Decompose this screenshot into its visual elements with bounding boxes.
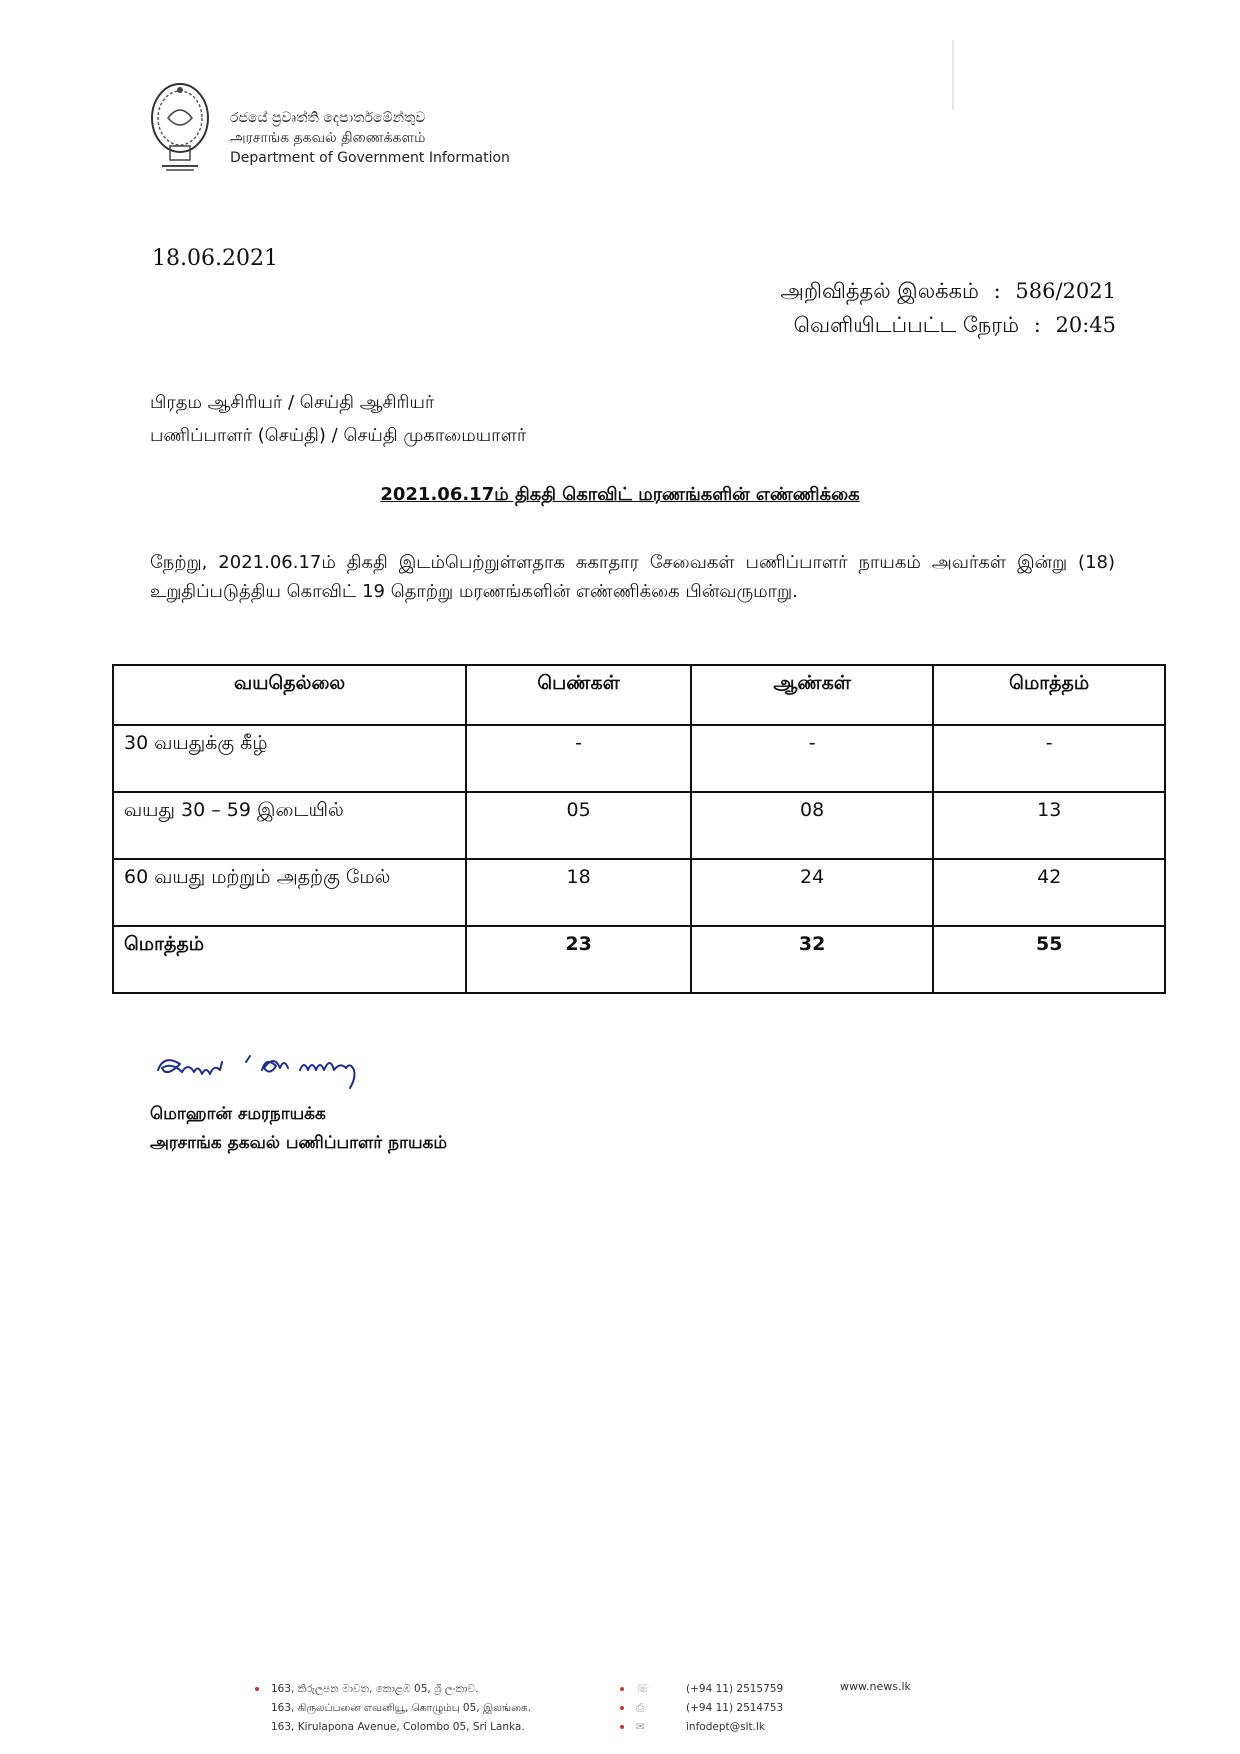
bullet-icon	[620, 1687, 624, 1691]
scan-edge-mark	[952, 40, 954, 110]
signer-title: அரசாங்க தகவல் பணிப்பாளர் நாயகம்	[150, 1133, 448, 1153]
document-title: 2021.06.17ம் திகதி கொவிட் மரணங்களின் எண்ணிக்கை	[380, 484, 860, 505]
footer-address	[255, 1680, 531, 1737]
release-time-label: வெளியிடப்பட்ட நேரம்	[793, 313, 1020, 337]
release-number-label: அறிவித்தல் இலக்கம்	[780, 279, 979, 303]
footer-address-line	[255, 1680, 531, 1699]
header-female: பெண்கள்	[466, 665, 691, 725]
phone-icon: ☏	[636, 1683, 650, 1695]
total-count-cell: -	[933, 725, 1165, 792]
total-label-cell: மொத்தம்	[113, 926, 466, 993]
address-sinhala: 163, කිරුලපන මාවත, කොළඹ 05, ශ්‍රී ලංකාව.	[271, 1683, 479, 1695]
grand-total-cell: 55	[933, 926, 1165, 993]
address-english: 163, Kirulapona Avenue, Colombo 05, Sri Lanka.	[271, 1721, 525, 1733]
fax-number: (+94 11) 2514753	[686, 1702, 784, 1714]
phone-number: (+94 11) 2515759	[686, 1683, 784, 1695]
total-count-cell: 42	[933, 859, 1165, 926]
reference-block	[773, 274, 1116, 342]
colon-separator: :	[1033, 313, 1041, 337]
release-number-value: 586/2021	[1015, 279, 1116, 303]
address-tamil: 163, கிருலப்பனை எவனியூ, கொழும்பு 05, இலங்கை.	[271, 1702, 532, 1714]
addressee-line: பணிப்பாளர் (செய்தி) / செய்தி முகாமையாளர்	[150, 425, 527, 446]
header-total: மொத்தம்	[933, 665, 1165, 725]
male-count-cell: -	[691, 725, 934, 792]
addressee-line: பிரதம ஆசிரியர் / செய்தி ஆசிரியர்	[150, 392, 435, 413]
age-range-cell: 60 வயது மற்றும் அதற்கு மேல்	[113, 859, 466, 926]
phone-row	[620, 1680, 783, 1699]
female-count-cell: 18	[466, 859, 691, 926]
footer-address-line	[255, 1699, 531, 1718]
email-icon: ✉	[636, 1721, 645, 1733]
organization-name-block	[230, 108, 510, 168]
bullet-icon	[255, 1687, 259, 1691]
fax-icon: ⎙	[636, 1702, 645, 1714]
age-range-cell: வயது 30 – 59 இடையில்	[113, 792, 466, 859]
male-total-cell: 32	[691, 926, 934, 993]
org-name-sinhala: රජයේ ප්‍රවෘත්ති දෙපාර්තමේන්තුව	[230, 110, 426, 126]
male-count-cell: 24	[691, 859, 934, 926]
header-age-range: வயதெல்லை	[113, 665, 466, 725]
org-name-tamil: அரசாங்க தகவல் திணைக்களம்	[230, 130, 426, 146]
male-count-cell: 08	[691, 792, 934, 859]
table-total-row	[113, 926, 1165, 993]
bullet-icon	[620, 1706, 624, 1710]
fax-row	[620, 1699, 783, 1718]
handwritten-signature	[150, 1040, 450, 1100]
table-row	[113, 859, 1165, 926]
signer-block	[150, 1100, 447, 1158]
table-row	[113, 792, 1165, 859]
female-count-cell: -	[466, 725, 691, 792]
colon-separator: :	[993, 279, 1001, 303]
footer-address-line	[255, 1718, 531, 1737]
age-range-cell: 30 வயதுக்கு கீழ்	[113, 725, 466, 792]
bullet-icon	[620, 1725, 624, 1729]
body-paragraph: நேற்று, 2021.06.17ம் திகதி இடம்பெற்றுள்ளதாக சுகாதார சேவைகள் பணிப்பாளர் நாயகம் அவர்கள் இன்று (18) உறுதிப்படுத்திய கொவிட் 19 தொற்று மரணங்களின் எண்ணிக்கை பின்வருமாறு.	[150, 552, 1115, 602]
female-count-cell: 05	[466, 792, 691, 859]
total-count-cell: 13	[933, 792, 1165, 859]
addressee-block	[150, 386, 526, 452]
sri-lanka-emblem-logo	[148, 80, 212, 174]
release-number-row	[773, 274, 1116, 308]
email-address: infodept@slt.lk	[686, 1721, 765, 1733]
signer-name: மொஹான் சமரநாயக்க	[150, 1104, 326, 1124]
release-time-value: 20:45	[1055, 313, 1116, 337]
footer-website: www.news.lk	[840, 1680, 911, 1693]
female-total-cell: 23	[466, 926, 691, 993]
footer-contacts	[620, 1680, 783, 1737]
email-row	[620, 1718, 783, 1737]
deaths-table	[112, 664, 1166, 994]
release-time-row	[773, 308, 1116, 342]
table-header-row	[113, 665, 1165, 725]
table-row	[113, 725, 1165, 792]
org-name-english: Department of Government Information	[230, 150, 510, 166]
document-date: 18.06.2021	[152, 246, 278, 271]
header-male: ஆண்கள்	[691, 665, 934, 725]
